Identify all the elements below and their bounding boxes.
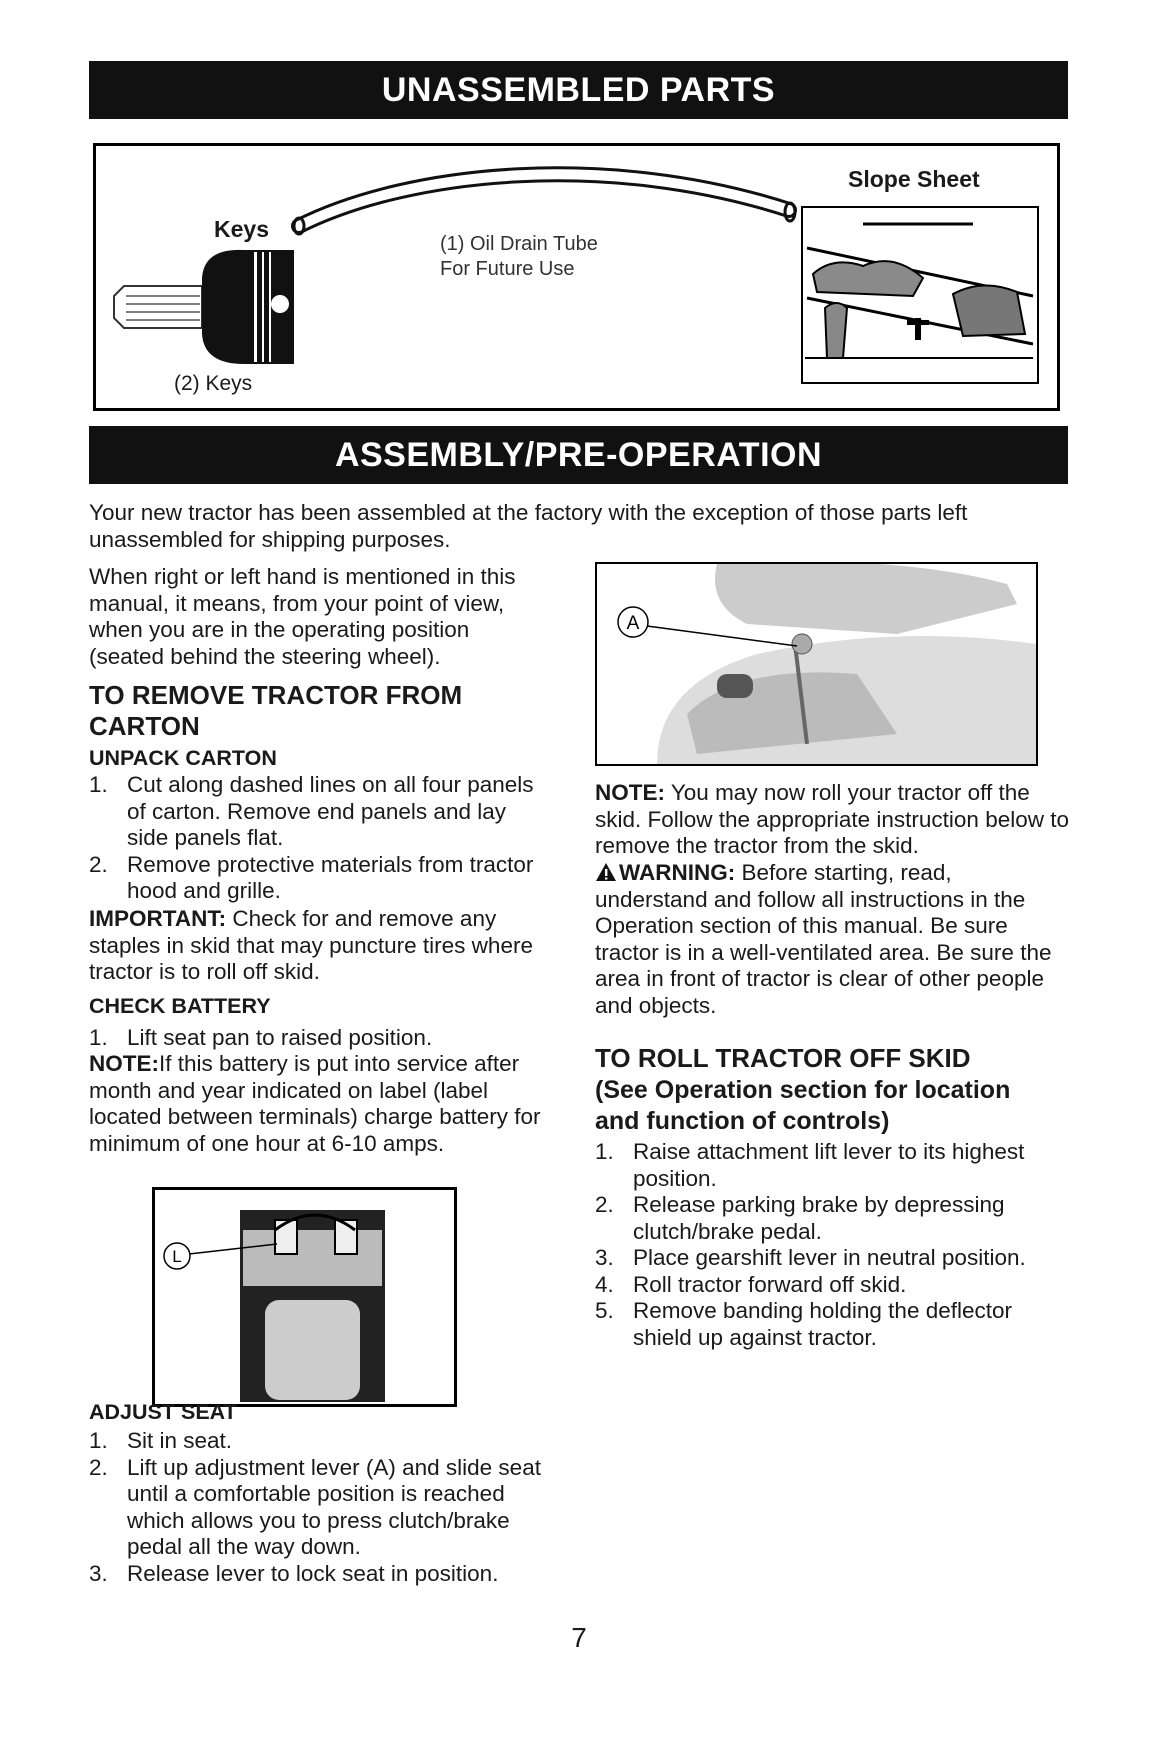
warning-icon [595, 860, 619, 887]
warning-text: Before starting, read, understand and follow all instructions in the Operation section of this manual. Be sure tractor is in a well-ventilated area. Be sure the area in front of tractor is clear of other people and objects. [595, 860, 1052, 1018]
list-item [595, 1272, 1075, 1299]
step-text: Place gearshift lever in neutral position. [633, 1245, 1026, 1270]
list-item [89, 1428, 549, 1455]
slope-sheet-label: Slope Sheet [848, 166, 980, 192]
step-text: Lift up adjustment lever (A) and slide seat until a comfortable position is reached which allows you to press clutch/brake pedal all the way down. [127, 1454, 541, 1559]
list-item [89, 852, 549, 905]
step-text: Release parking brake by depressing clutch/brake pedal. [633, 1192, 1005, 1244]
seat-steps-list [89, 1428, 549, 1587]
important-label: IMPORTANT: [89, 906, 227, 931]
step-text: Cut along dashed lines on all four panels of carton. Remove end panels and lay side panels flat. [127, 772, 534, 850]
step-text: Remove protective materials from tractor hood and grille. [127, 851, 534, 903]
seat-callout-letter: A [626, 613, 640, 634]
remove-section-title-line1: TO REMOVE TRACTOR FROM [89, 680, 463, 710]
step-text: Release lever to lock seat in position. [127, 1560, 499, 1586]
step-number: 5. [595, 1298, 614, 1323]
step-number: 2. [89, 851, 108, 877]
oil-tube-caption-line1: (1) Oil Drain Tube [440, 233, 598, 255]
step-number: 1. [595, 1139, 614, 1164]
battery-note-paragraph [89, 1051, 549, 1157]
roll-note-text: You may now roll your tractor off the skid. Follow the appropriate instruction below to remove the tractor from the skid. [595, 780, 1069, 858]
key-illustration [104, 248, 314, 378]
seat-adjustment-figure [595, 562, 1038, 766]
roll-section-title-line2: (See Operation section for location [595, 1076, 1011, 1104]
list-item [89, 1455, 549, 1561]
step-number: 1. [89, 772, 108, 797]
keys-label: Keys [214, 216, 269, 242]
unassembled-parts-box [93, 143, 1060, 411]
warning-paragraph [595, 860, 1070, 1019]
list-item [595, 1192, 1075, 1245]
battery-steps-list [89, 1025, 549, 1052]
list-item [595, 1298, 1075, 1351]
step-number: 4. [595, 1271, 614, 1297]
important-paragraph [89, 906, 549, 986]
assembly-banner: ASSEMBLY/PRE-OPERATION [89, 426, 1068, 484]
adjust-seat-heading: ADJUST SEAT [89, 1400, 237, 1424]
step-number: 1. [89, 1025, 108, 1050]
step-number: 2. [595, 1192, 614, 1217]
battery-figure [152, 1187, 457, 1407]
roll-steps-list [595, 1139, 1075, 1351]
roll-note-label: NOTE: [595, 780, 665, 805]
step-number: 2. [89, 1454, 108, 1480]
step-text: Lift seat pan to raised position. [127, 1025, 433, 1050]
list-item [89, 1561, 549, 1588]
roll-section-title-line1: TO ROLL TRACTOR OFF SKID [595, 1043, 971, 1073]
list-item [89, 772, 549, 852]
step-text: Raise attachment lift lever to its highest position. [633, 1139, 1025, 1191]
battery-callout-letter: L [172, 1247, 182, 1266]
unpack-steps-list [89, 772, 549, 905]
check-battery-heading: CHECK BATTERY [89, 994, 271, 1018]
list-item [89, 1025, 549, 1052]
remove-section-title-line2: CARTON [89, 711, 200, 741]
step-text: Remove banding holding the deflector shield up against tractor. [633, 1298, 1013, 1350]
step-text: Roll tractor forward off skid. [633, 1271, 907, 1297]
warning-label: WARNING: [619, 860, 736, 885]
keys-caption: (2) Keys [174, 372, 253, 395]
list-item [595, 1139, 1075, 1192]
battery-note-label: NOTE: [89, 1051, 159, 1076]
roll-section-title-line3: and function of controls) [595, 1107, 890, 1135]
step-number: 3. [89, 1560, 108, 1586]
unassembled-parts-banner: UNASSEMBLED PARTS [89, 61, 1068, 119]
intro-paragraph: Your new tractor has been assembled at the factory with the exception of those parts left unassembled for shipping purposes. [89, 500, 968, 552]
handedness-paragraph: When right or left hand is mentioned in this manual, it means, from your point of view, when you are in the operating position (seated behind the steering wheel). [89, 564, 516, 669]
step-text: Sit in seat. [127, 1428, 233, 1453]
page-number: 7 [571, 1622, 587, 1653]
battery-note-text: If this battery is put into service after month and year indicated on label (label located between terminals) charge battery for minimum of one hour at 6-10 amps. [89, 1051, 541, 1156]
slope-sheet-image [801, 206, 1039, 384]
important-text: Check for and remove any staples in skid that may puncture tires where tractor is to roll off skid. [89, 906, 533, 984]
step-number: 1. [89, 1428, 108, 1453]
list-item [595, 1245, 1075, 1272]
unpack-carton-heading: UNPACK CARTON [89, 746, 277, 770]
step-number: 3. [595, 1245, 614, 1270]
roll-note-paragraph [595, 780, 1070, 860]
oil-tube-caption-line2: For Future Use [440, 258, 575, 280]
